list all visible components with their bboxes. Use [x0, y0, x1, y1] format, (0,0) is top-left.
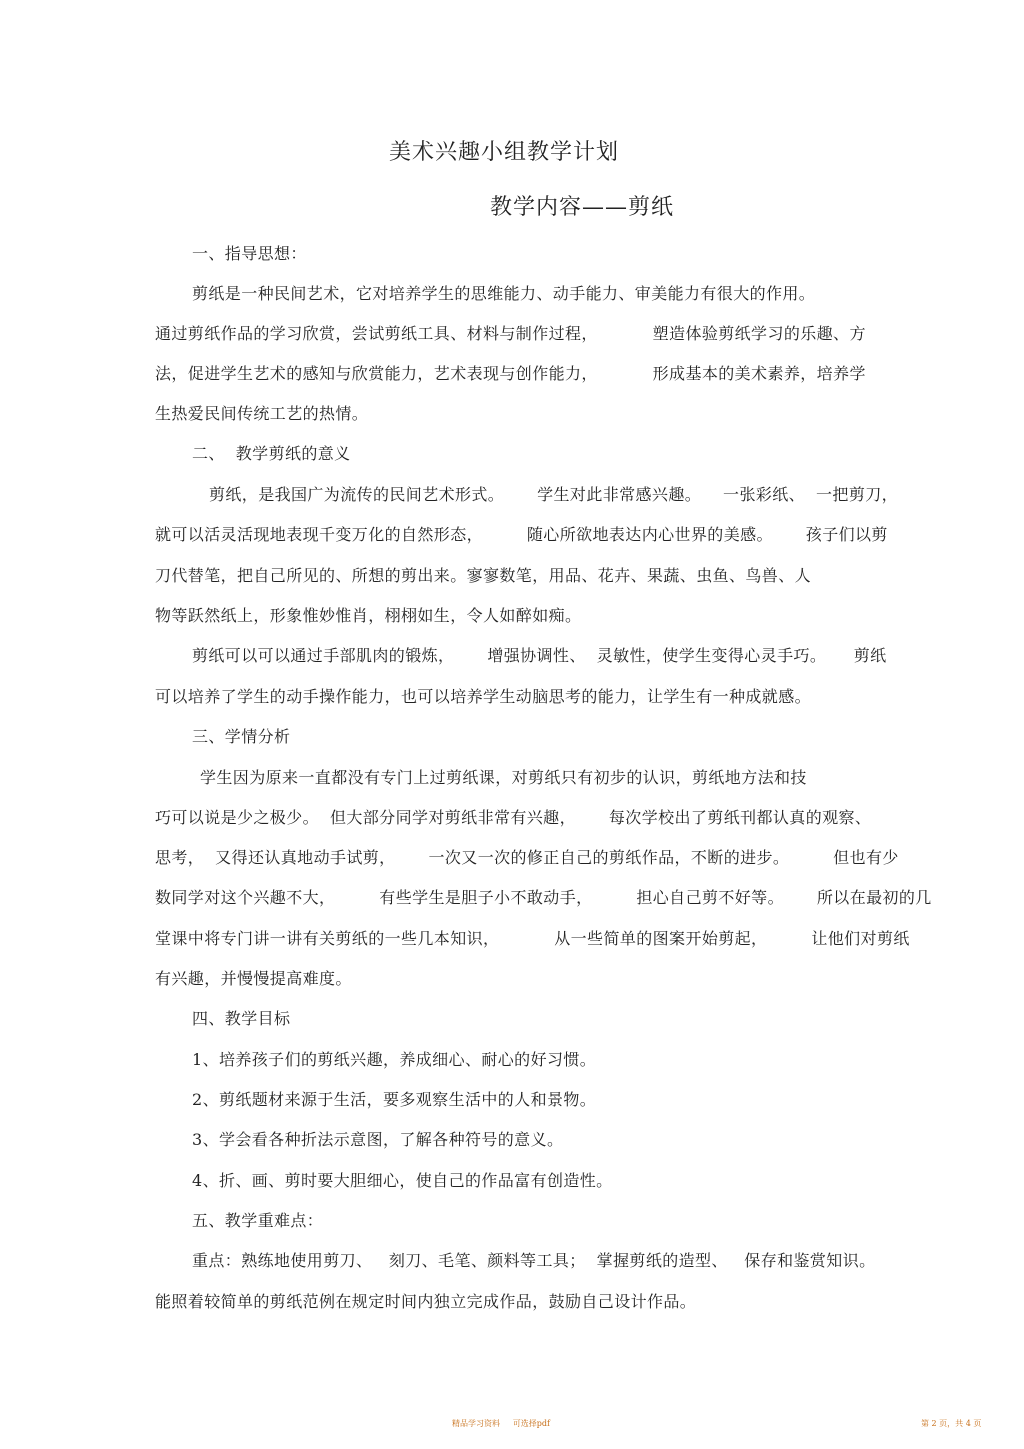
section-heading: 一、指导思想： — [192, 244, 307, 263]
section-heading: 四、教学目标 — [192, 1009, 291, 1028]
section-heading: 三、学情分析 — [192, 727, 291, 746]
paragraph-line: 刀代替笔，把自己所见的、所想的剪出来。寥寥数笔，用品、花卉、果蔬、虫鱼、鸟兽、人 — [155, 566, 812, 585]
paragraph-line: 堂课中将专门讲一讲有关剪纸的一些几本知识， 从一些简单的图案开始剪起， 让他们对剪纸 — [155, 929, 910, 948]
paragraph-line: 学生因为原来一直都没有专门上过剪纸课，对剪纸只有初步的认识，剪纸地方法和技 — [200, 768, 807, 787]
paragraph-line: 法，促进学生艺术的感知与欣赏能力，艺术表现与创作能力， 形成基本的美术素养，培养学 — [155, 364, 866, 383]
paragraph-line: 就可以活灵活现地表现千变万化的自然形态， 随心所欲地表达内心世界的美感。 孩子们以剪 — [155, 525, 888, 544]
paragraph-line: 可以培养了学生的动手操作能力，也可以培养学生动脑思考的能力，让学生有一种成就感。 — [155, 687, 812, 706]
paragraph-line: 能照着较简单的剪纸范例在规定时间内独立完成作品，鼓励自己设计作品。 — [155, 1292, 697, 1311]
paragraph-line: 通过剪纸作品的学习欣赏，尝试剪纸工具、材料与制作过程， 塑造体验剪纸学习的乐趣、方 — [155, 324, 866, 343]
list-item: 2、剪纸题材来源于生活，要多观察生活中的人和景物。 — [192, 1090, 597, 1109]
list-item: 4、折、画、剪时要大胆细心，使自己的作品富有创造性。 — [192, 1171, 613, 1190]
paragraph-line: 数同学对这个兴趣不大， 有些学生是胆子小不敢动手， 担心自己剪不好等。 所以在最初的几 — [155, 888, 932, 907]
paragraph-line: 重点：熟练地使用剪刀、 刻刀、毛笔、颜料等工具； 掌握剪纸的造型、 保存和鉴赏知识。 — [192, 1251, 876, 1270]
document-subtitle: 教学内容——剪纸 — [490, 195, 675, 220]
paragraph-line: 有兴趣，并慢慢提高难度。 — [155, 969, 352, 988]
paragraph-line: 巧可以说是少之极少。 但大部分同学对剪纸非常有兴趣， 每次学校出了剪纸刊都认真的观察、 — [155, 808, 872, 827]
paragraph-line: 生热爱民间传统工艺的热情。 — [155, 404, 369, 423]
paragraph-line: 剪纸，是我国广为流传的民间艺术形式。 学生对此非常感兴趣。 一张彩纸、 一把剪刀， — [209, 485, 899, 504]
section-heading: 五、教学重难点： — [192, 1211, 324, 1230]
list-item: 1、培养孩子们的剪纸兴趣，养成细心、耐心的好习惯。 — [192, 1050, 597, 1069]
paragraph-line: 剪纸可以可以通过手部肌肉的锻炼， 增强协调性、 灵敏性，使学生变得心灵手巧。 剪纸 — [192, 646, 887, 665]
footer-watermark: 精品学习资料 可选择pdf — [452, 1419, 550, 1428]
paragraph-line: 思考， 又得还认真地动手试剪， 一次又一次的修正自己的剪纸作品，不断的进步。 但也有少 — [155, 848, 899, 867]
section-heading: 二、 教学剪纸的意义 — [192, 444, 351, 463]
document-title: 美术兴趣小组教学计划 — [389, 140, 620, 165]
list-item: 3、学会看各种折法示意图，了解各种符号的意义。 — [192, 1130, 564, 1149]
page-number: 第 2 页，共 4 页 — [921, 1419, 982, 1428]
paragraph-line: 物等跃然纸上，形象惟妙惟肖，栩栩如生，令人如醉如痴。 — [155, 606, 582, 625]
paragraph-line: 剪纸是一种民间艺术，它对培养学生的思维能力、动手能力、审美能力有很大的作用。 — [192, 284, 816, 303]
